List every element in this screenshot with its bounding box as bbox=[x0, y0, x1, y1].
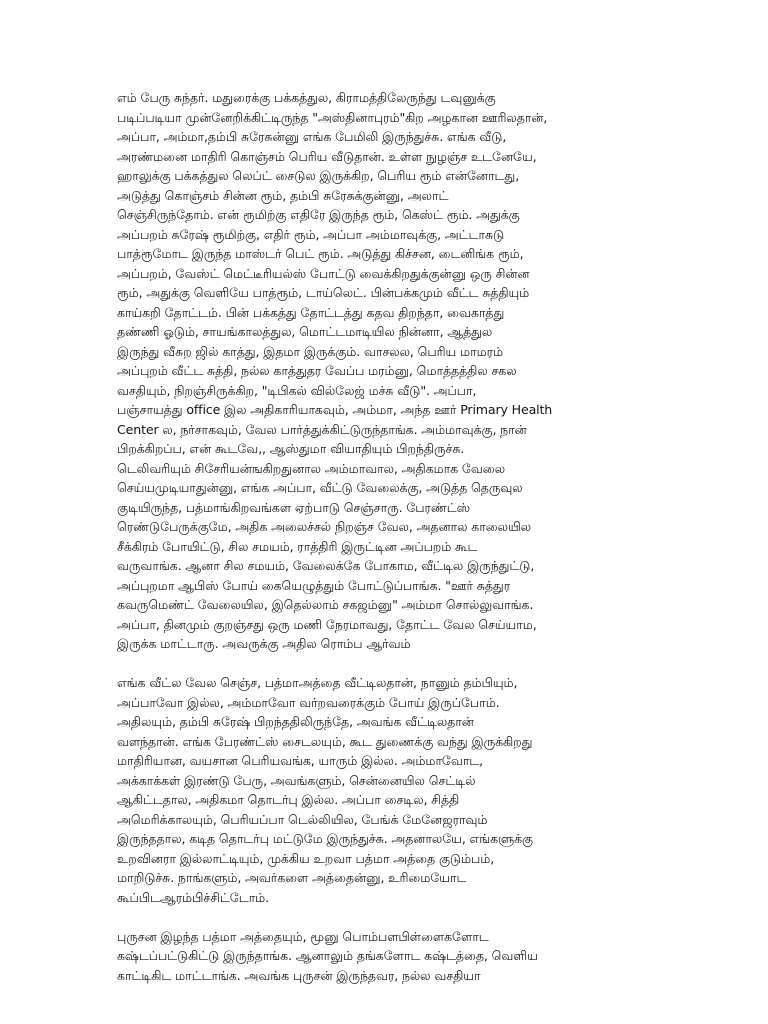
text-line: எங்க வீட்ல வேல செஞ்ச, பத்மாஅத்தை வீட்டிலதான், நானும் தம்பியும், bbox=[117, 675, 518, 690]
text-line: அப்பா, தினமும் குறஞ்சது ஒரு மணி நேரமாவது, தோட்ட வேல செய்யாம, bbox=[117, 616, 537, 632]
text-line: எம் பேரு சுந்தர். மதுரைக்கு பக்கத்துல, கிராமத்திலேருந்து டவுனுக்கு bbox=[117, 90, 496, 105]
text-line: காய்கறி தோட்டம். பின் பக்கத்து தோட்டத்து கதவ திறந்தா, வைகாத்து bbox=[117, 304, 505, 320]
paragraph bbox=[117, 88, 657, 654]
text-line: அரண்மனை மாதிரி கொஞ்சம் பெரிய வீடுதான். உள்ள நுழஞ்ச உடனேயே, bbox=[117, 148, 537, 164]
text-line: கூப்பிடஆரம்பிச்சிட்டோம். bbox=[117, 889, 270, 905]
text-line: சீக்கிரம் போயிட்டு, சில சமயம், ராத்திரி இருட்டின அப்பறம் கூட bbox=[117, 538, 478, 554]
text-line: வசதியும், நிறஞ்சிருக்கிற, "டிபிகல் வில்லேஜ் மச்சு வீடு". அப்பா, bbox=[117, 382, 477, 398]
text-line: ரூம், அதுக்கு வெளியே பாத்ரூம், டாய்லெட். பின்பக்கமும் வீட்ட சுத்தியும் bbox=[117, 285, 530, 300]
text-line: மாறிடுச்சு. நாங்களும், அவர்களை அத்தைன்னு, உரிமையோட bbox=[117, 870, 467, 885]
text-line: அப்புறம் வீட்ட சுத்தி, நல்ல காத்துதர வேப்ப மரம்னு, மொத்தத்தில சகல bbox=[117, 363, 517, 378]
text-line: படிப்படியா முன்னேறிக்கிட்டிருந்த "அஸ்தினாபுரம்"கிற அழகான ஊரிலதான், bbox=[117, 109, 548, 125]
text-line: Center ல, நர்சாகவும், வேல பார்த்துக்கிட்டுருந்தாங்க. அம்மாவுக்கு, நான் bbox=[117, 421, 527, 437]
text-line: மாதிரியான, வயசான பெரியவங்க, யாரும் இல்ல. அம்மாவோட, bbox=[117, 753, 484, 768]
text-line: கஷ்டப்பட்டுகிட்டு இருந்தாங்க. ஆனாலும் தங்களோட கஷ்டத்தை, வெளிய bbox=[117, 948, 538, 963]
text-line: கவருமெண்ட் வேலையில, இதெல்லாம் சகஜம்னு" அம்மா சொல்லுவாங்க. bbox=[117, 597, 534, 612]
text-line: அமெரிக்காலயும், பெரியப்பா டெல்லியில, பேங்க் மேனேஜராவும் bbox=[117, 811, 488, 827]
text-line: காட்டிகிட மாட்டாங்க. அவங்க புருசன் இருந்தவர, நல்ல வசதியா bbox=[117, 967, 481, 983]
text-line: வளந்தான். எங்க பேரண்ட்ஸ் சைடலயும், கூட துணைக்கு வந்து இருக்கிறது bbox=[117, 733, 533, 749]
document-text bbox=[117, 88, 657, 985]
paragraph bbox=[117, 927, 657, 986]
text-line: பிறக்கிறப்ப, என் கூடவே,, ஆஸ்துமா வியாதியும் பிறந்திருச்சு. bbox=[117, 441, 465, 456]
text-line: உறவினரா இல்லாட்டியும், முக்கிய உறவா பத்மா அத்தை குடும்பம், bbox=[117, 850, 495, 866]
text-line: குடியிருந்த, பத்மாங்கிறவங்கள ஏற்பாடு செஞ்சாரு. பேரண்ட்ஸ் bbox=[117, 499, 470, 515]
text-line: தண்ணி ஓடும், சாயங்காலத்துல, மொட்டமாடியில நின்னா, ஆத்துல bbox=[117, 324, 493, 339]
text-line: ஆகிட்டதால, அதிகமா தொடர்பு இல்ல. அப்பா சைடில, சித்தி bbox=[117, 792, 460, 807]
text-line: ஹாலுக்கு பக்கத்துல லெப்ட் சைடுல இருக்கிற, பெரிய ரூம் என்னோடது, bbox=[117, 168, 520, 183]
text-line: ரெண்டுபேருக்குமே, அதிக அலைச்சல் நிறஞ்ச வேல, அதனால காலையில bbox=[117, 519, 532, 534]
text-line: இருக்க மாட்டாரு. அவருக்கு அதில ரொம்ப ஆர்வம் bbox=[117, 636, 411, 651]
text-line: இருந்ததால, கடித தொடர்பு மட்டுமே இருந்துச்சு. அதனாலயே, எங்களுக்கு bbox=[117, 831, 533, 846]
paragraph bbox=[117, 673, 657, 907]
text-line: செஞ்சிருந்தோம். என் ரூமிற்கு எதிரே இருந்த ரூம், கெஸ்ட் ரூம். அதுக்கு bbox=[117, 207, 520, 222]
text-line: அதிலயும், தம்பி சுரேஷ் பிறந்ததிலிருந்தே, அவங்க வீட்டிலதான் bbox=[117, 714, 474, 729]
text-line: அக்காக்கள் இரண்டு பேரு, அவங்களும், சென்னையில செட்டில் bbox=[117, 772, 476, 788]
text-line: டெலிவரியும் சிசேரியன்ஙகிறதுனால அம்மாவால, அதிகமாக வேலை bbox=[117, 460, 505, 476]
text-line: பாத்ரூமோட இருந்த மாஸ்டர் பெட் ரூம். அடுத்து கிச்சன, டைனிங்க ரூம், bbox=[117, 246, 524, 261]
text-line: அப்புறமா ஆபிஸ் போய் கையெழுத்தும் போட்டுப்பாங்க. "ஊர் சுத்துர bbox=[117, 577, 511, 593]
text-line: இருந்து வீசுற ஜில் காத்து, இதமா இருக்கும். வாசலல, பெரிய மாமரம் bbox=[117, 343, 503, 359]
text-line: வருவாங்க. ஆனா சில சமயம், வேலைக்கே போகாம, வீட்டில இருந்துட்டு, bbox=[117, 558, 535, 573]
text-line: அப்பறம், வேஸ்ட் மெட்டீரியல்ஸ் போட்டு வைக்கிறதுக்குன்னு ஒரு சின்ன bbox=[117, 265, 530, 281]
text-line: புருசன இழந்த பத்மா அத்தையும், மூனு பொம்பளபிள்ளைகளோட bbox=[117, 928, 489, 944]
text-line: அடுத்து கொஞ்சம் சின்ன ரூம், தம்பி சுரேசுக்குன்னு, அலாட் bbox=[117, 187, 449, 203]
text-line: செய்யமுடியாதுன்னு, எங்க அப்பா, வீட்டு வேலைக்கு, அடுத்த தெருவுல bbox=[117, 480, 523, 495]
text-line: அப்பறம் சுரேஷ் ரூமிற்கு, எதிர் ரூம், அப்பா அம்மாவுக்கு, அட்டாசுடு bbox=[117, 226, 505, 242]
text-line: அப்பா, அம்மா,தம்பி சுரேசுன்னு எங்க பேமிலி இருந்துச்சு. எங்க வீடு, bbox=[117, 129, 507, 144]
text-line: அப்பாவோ இல்ல, அம்மாவோ வர்றவரைக்கும் போய் இருப்போம். bbox=[117, 694, 500, 710]
text-line: பஞ்சாயத்து office இல அதிகாரியாகவும், அம்மா, அந்த ஊர் Primary Health bbox=[117, 402, 553, 417]
